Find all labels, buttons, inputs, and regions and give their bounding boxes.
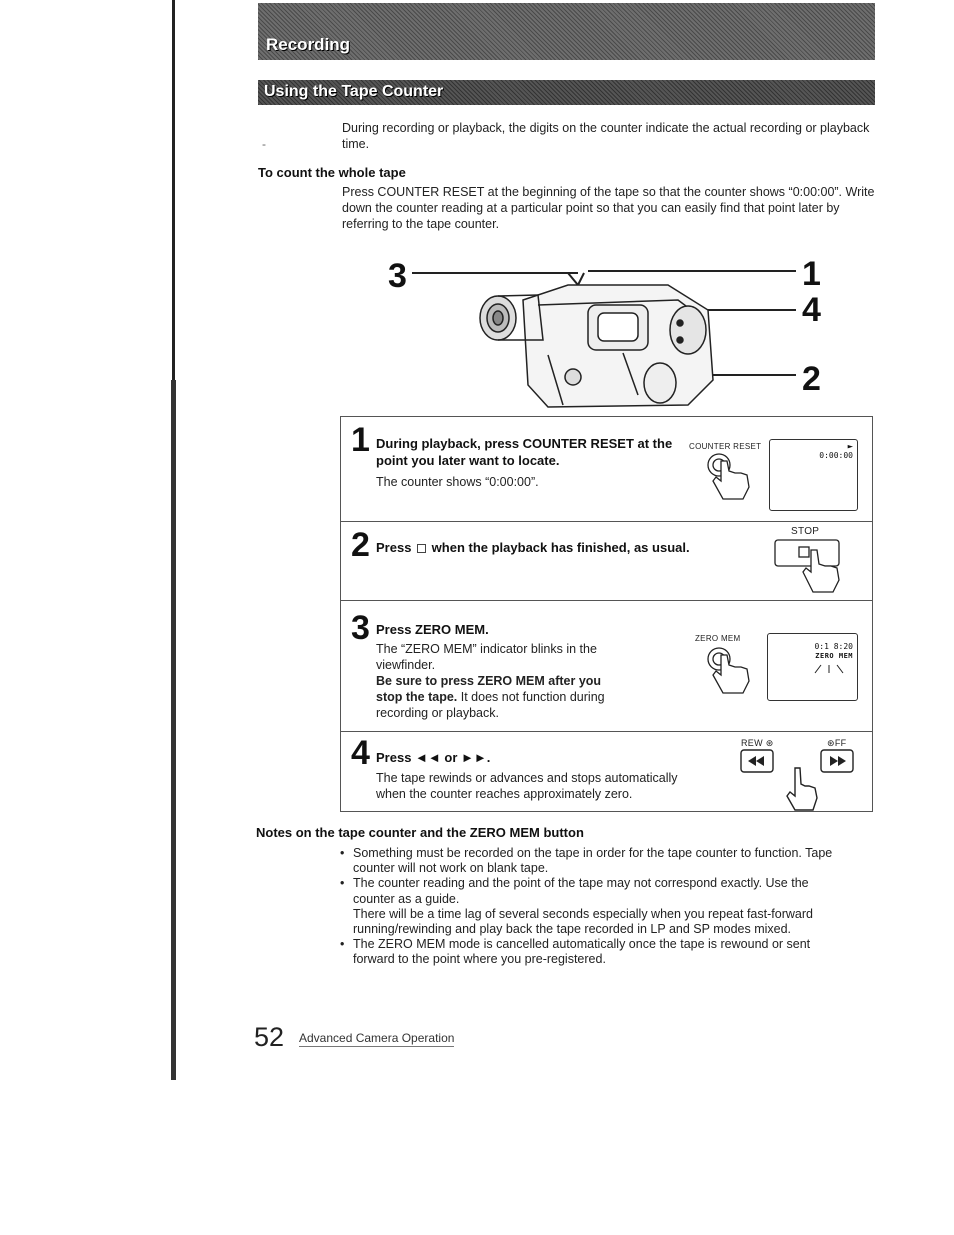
step-title: Press ZERO MEM.: [376, 622, 489, 637]
step-text: The tape rewinds or advances and stops automatically when the counter reaches approximately zero.: [376, 771, 678, 801]
step-title-press: Press: [376, 750, 412, 765]
step-4: [341, 732, 872, 812]
counter-reading: 0:00:00: [819, 451, 853, 460]
ff-label: ⊛FF: [827, 738, 847, 748]
step-title-rest: when the playback has finished, as usual.: [431, 540, 690, 555]
step-1: [341, 417, 872, 521]
page-title: Using the Tape Counter: [264, 83, 444, 100]
notes-heading: Notes on the tape counter and the ZERO MEM button: [256, 825, 584, 840]
finger-press-icon: [701, 447, 761, 507]
whole-tape-heading: To count the whole tape: [258, 165, 406, 180]
stop-label: STOP: [791, 526, 820, 537]
step-title: [376, 539, 736, 556]
step-number: 1: [351, 421, 370, 459]
counter-reset-label: COUNTER RESET: [689, 442, 762, 451]
rew-ff-press-icon: [737, 748, 867, 812]
zero-mem-blinks-text: The “ZERO MEM” indicator blinks in the viewfinder.: [376, 642, 597, 672]
list-item: • The ZERO MEM mode is cancelled automatically once the tape is rewound or sent forward to the point where you pre-registered.: [340, 937, 850, 967]
play-indicator-icon: ►: [847, 442, 853, 452]
binding-shadow: [171, 380, 176, 1080]
counter-display: [769, 439, 858, 511]
fast-forward-symbol-icon: ►►: [461, 750, 487, 765]
step-3: [341, 601, 872, 731]
step-2: [341, 522, 872, 600]
notes-list: [340, 846, 850, 968]
page-title-banner: [258, 80, 875, 105]
step-title-period: .: [486, 750, 491, 765]
page-number: 52: [254, 1022, 285, 1052]
step-title: [376, 749, 576, 766]
step-number: 4: [351, 734, 370, 772]
stop-button-press-icon: [771, 538, 851, 598]
callout-2: 2: [802, 360, 821, 398]
step-title: During playback, press COUNTER RESET at the point you later want to locate.: [376, 436, 673, 468]
zero-mem-function-note: It does not function during recording or playback.: [376, 690, 605, 720]
callout-1: 1: [802, 255, 821, 293]
list-item: • Something must be recorded on the tape in order for the tape counter to function. Tape counter will not work on blank tape.: [340, 846, 850, 876]
step-number: 2: [351, 526, 370, 564]
zero-mem-warning: Be sure to press ZERO MEM after you stop the tape.: [376, 674, 602, 704]
intro-paragraph: During recording or playback, the digits on the counter indicate the actual recording or playback time.: [342, 121, 870, 151]
footer-section: Advanced Camera Operation: [299, 1031, 455, 1045]
camcorder-illustration: [388, 255, 828, 415]
step-text: [376, 641, 626, 721]
section-banner: [258, 3, 875, 60]
counter-reading: 0:1 8:20: [814, 642, 853, 651]
whole-tape-paragraph: Press COUNTER RESET at the beginning of the tape so that the counter shows “0:00:00”. Write down the counter reading at a particular point so that you can easily find that point later by referring to the tape counter.: [342, 185, 875, 231]
stop-symbol-icon: [417, 544, 426, 553]
margin-mark: -: [262, 137, 266, 151]
list-item: • The counter reading and the point of the tape may not correspond exactly. Use the counter as a guide.: [340, 876, 850, 906]
camcorder-drawing: [412, 271, 796, 407]
step-title-or: or: [444, 750, 458, 765]
blink-marks-icon: [809, 663, 849, 675]
step-title-press: Press: [376, 540, 412, 555]
rewind-symbol-icon: ◄◄: [415, 750, 441, 765]
callout-4: 4: [802, 291, 821, 329]
section-title: Recording: [266, 35, 351, 54]
finger-press-icon: [701, 641, 761, 701]
zero-mem-indicator: ZERO MEM: [815, 652, 853, 660]
rew-label: REW ⊛: [741, 738, 774, 748]
callout-3: 3: [388, 257, 407, 295]
steps-panel: [340, 416, 873, 812]
step-number: 3: [351, 609, 370, 647]
zero-mem-label: ZERO MEM: [695, 634, 741, 643]
list-item: There will be a time lag of several seconds especially when you repeat fast-forward running/rewinding and play back the tape recorded in LP and SP modes mixed.: [353, 906, 813, 937]
zero-mem-display: [767, 633, 858, 701]
step-text: The counter shows “0:00:00”.: [376, 475, 539, 489]
